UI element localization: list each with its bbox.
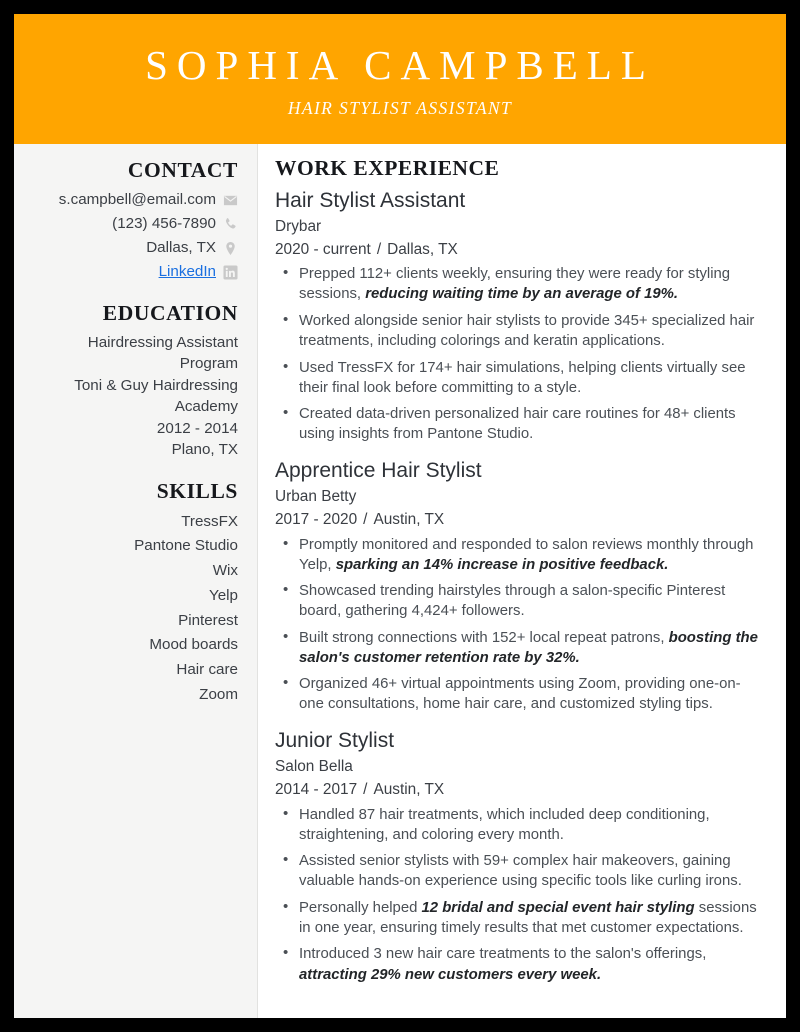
job-dates: 2014 - 2017 bbox=[275, 781, 358, 799]
skill-item: Pinterest bbox=[178, 611, 238, 629]
resume-header-banner bbox=[14, 14, 786, 144]
bullet-text: Showcased trending hairstyles through a salon-specific Pinterest board, gathering 4,424+ followers. bbox=[299, 583, 726, 620]
job-bullet bbox=[275, 944, 760, 984]
skill-item: Wix bbox=[212, 562, 238, 580]
bullet-text: Created data-driven personalized hair care routines for 48+ clients using insights from Pantone Studio. bbox=[299, 406, 736, 443]
job-bullet-list bbox=[275, 535, 760, 715]
job-meta bbox=[275, 780, 760, 801]
job-dates: 2020 - current bbox=[275, 240, 371, 258]
envelope-icon bbox=[223, 193, 238, 208]
skills-list bbox=[28, 510, 238, 708]
bullet-text: Worked alongside senior hair stylists to provide 345+ specialized hair treatments, including colorings and keratin applications. bbox=[299, 312, 755, 349]
job-bullet bbox=[275, 628, 760, 668]
job-company: Drybar bbox=[275, 218, 322, 236]
map-pin-icon bbox=[223, 241, 238, 256]
section-heading-skills: SKILLS bbox=[156, 478, 238, 503]
bullet-emphasis: boosting the salon's customer retention rate by 32%. bbox=[299, 629, 758, 666]
contact-value: s.campbell@email.com bbox=[58, 191, 216, 209]
bullet-text: Prepped 112+ clients weekly, ensuring they were ready for styling sessions, bbox=[299, 266, 731, 303]
bullet-text: Assisted senior stylists with 59+ complex hair makeovers, gaining valuable hands-on experience using specific tools like curling irons. bbox=[299, 853, 742, 890]
skill-item: Yelp bbox=[208, 586, 238, 604]
bullet-text: Introduced 3 new hair care treatments to the salon's offerings, bbox=[299, 946, 707, 963]
sidebar bbox=[14, 144, 258, 1018]
bullet-text: Handled 87 hair treatments, which included deep conditioning, straightening, and coloring every month. bbox=[299, 806, 710, 843]
job-bullet bbox=[275, 898, 760, 938]
contact-value: Dallas, TX bbox=[146, 239, 216, 257]
linkedin-icon bbox=[223, 265, 238, 280]
job-dates: 2017 - 2020 bbox=[275, 510, 358, 528]
job-title: Hair Stylist Assistant bbox=[275, 189, 466, 212]
contact-row bbox=[28, 237, 238, 259]
skill-item: TressFX bbox=[181, 512, 238, 530]
job-meta-separator: / bbox=[363, 781, 368, 799]
job-bullet bbox=[275, 264, 760, 304]
bullet-emphasis: attracting 29% new customers every week. bbox=[299, 966, 602, 983]
resume-page bbox=[14, 14, 786, 1018]
skill-item: Zoom bbox=[199, 685, 238, 703]
job-title: Junior Stylist bbox=[275, 729, 395, 753]
bullet-emphasis: sparking an 14% increase in positive feedback. bbox=[335, 556, 669, 573]
job-bullet bbox=[275, 581, 760, 621]
contact-row bbox=[28, 189, 238, 211]
job-bullet bbox=[275, 674, 760, 714]
bullet-text: Built strong connections with 152+ local repeat patrons, bbox=[299, 629, 669, 646]
education-block bbox=[28, 332, 238, 461]
job-meta-separator: / bbox=[363, 510, 368, 528]
job-location: Austin, TX bbox=[373, 510, 445, 528]
bullet-text: Promptly monitored and responded to salon reviews monthly through Yelp, bbox=[299, 536, 754, 573]
bullet-text: Personally helped bbox=[299, 899, 422, 916]
section-heading-work-experience: WORK EXPERIENCE bbox=[275, 156, 500, 180]
job-company: Salon Bella bbox=[275, 758, 353, 776]
skill-item: Hair care bbox=[176, 661, 238, 679]
job-location: Austin, TX bbox=[373, 781, 445, 799]
job-bullet bbox=[275, 535, 760, 575]
job-title: Apprentice Hair Stylist bbox=[275, 459, 482, 483]
job-meta-separator: / bbox=[376, 240, 382, 258]
education-line: Hairdressing Assistant Program bbox=[87, 334, 238, 373]
job-meta bbox=[275, 510, 760, 531]
job-company: Urban Betty bbox=[275, 488, 357, 506]
job-bullet bbox=[275, 805, 760, 845]
education-line: Toni & Guy Hairdressing Academy bbox=[74, 376, 238, 416]
bullet-emphasis: reducing waiting time by an average of 19%. bbox=[365, 286, 679, 303]
job-meta bbox=[275, 240, 760, 261]
phone-icon bbox=[223, 217, 238, 232]
job-entry bbox=[275, 728, 760, 984]
job-bullet bbox=[275, 851, 760, 891]
job-bullet-list bbox=[275, 264, 760, 444]
skill-item: Mood boards bbox=[149, 636, 238, 654]
contact-row[interactable] bbox=[28, 261, 238, 283]
contact-list bbox=[28, 189, 238, 283]
job-bullet-list bbox=[275, 805, 760, 985]
main-content bbox=[258, 144, 786, 1018]
resume-body bbox=[14, 144, 786, 1018]
page-title: SOPHIA CAMPBELL bbox=[145, 41, 655, 88]
section-heading-education: EDUCATION bbox=[102, 301, 238, 325]
bullet-text: sessions in one year, ensuring timely results that met customer expectations. bbox=[299, 899, 757, 936]
contact-value: (123) 456-7890 bbox=[112, 215, 216, 233]
job-entry bbox=[275, 458, 760, 714]
education-line: 2012 - 2014 bbox=[156, 419, 238, 437]
job-entry bbox=[275, 188, 760, 444]
contact-row bbox=[28, 213, 238, 235]
job-bullet bbox=[275, 311, 760, 351]
job-bullet bbox=[275, 358, 760, 398]
job-title-subtitle: HAIR STYLIST ASSISTANT bbox=[287, 98, 513, 119]
linkedin-link[interactable]: LinkedIn bbox=[158, 263, 216, 281]
bullet-text: Organized 46+ virtual appointments using Zoom, providing one-on-one consultations, home hair care, and customized styling tips. bbox=[299, 676, 741, 713]
bullet-emphasis: 12 bridal and special event hair styling bbox=[421, 899, 695, 916]
job-location: Dallas, TX bbox=[387, 240, 458, 258]
bullet-text: Used TressFX for 174+ hair simulations, helping clients virtually see their final look before committing to a style. bbox=[299, 359, 746, 396]
section-heading-contact: CONTACT bbox=[127, 158, 238, 182]
education-line: Plano, TX bbox=[171, 441, 238, 459]
job-list bbox=[275, 188, 760, 985]
skill-item: Pantone Studio bbox=[134, 537, 238, 555]
job-bullet bbox=[275, 404, 760, 444]
